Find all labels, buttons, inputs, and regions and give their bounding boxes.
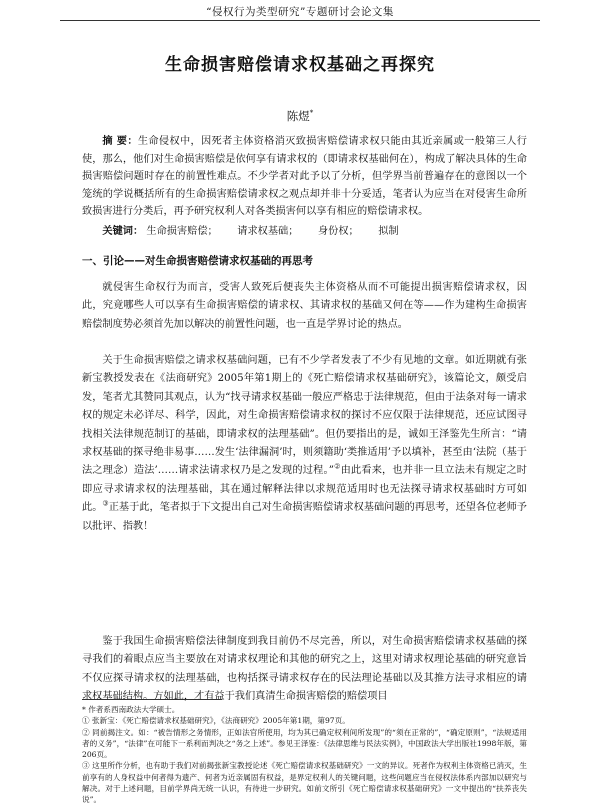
abstract-label: 摘 要： <box>102 136 138 147</box>
footnote-item: ② 同前揭注文。如：“被告情形之务情形，正如法官所使用，均为其已确定权利间所发现”的“须在正常的”，“确定原则”，“法规适用者的义务”，“法律”在可能下一系利而判决之“务之上述”。参见王泽鉴：《法律思维与民法实例》，中国政法大学出版社1998年版，第206页。 <box>82 727 527 760</box>
abstract <box>82 133 527 221</box>
paragraph-2-end: 正基于此，笔者拟于下文提出自己对生命损害赔偿请求权基础问题的再思考，还望各位老师予以批评、指教！ <box>82 502 527 532</box>
keyword-item: 生命损害赔偿； <box>146 226 218 237</box>
keywords <box>82 222 527 237</box>
keyword-item: 请求权基础； <box>237 226 299 237</box>
footnote-item: ③ 这里所作分析，也有助于我们对前揭张新宝教授论述《死亡赔偿请求权基础研究》一文的异议。死者作为权利主体资格已消灭，生前享有的人身权益中何者得为遗产、何者为近亲属固有权益，是界定权利人的关键问题，这些问题应当在侵权法体系内部加以研究与解决。对于上述问题，目前学界尚无统一认识，有待进一步研究。如前文所引《死亡赔偿请求权基础研究》一文中提出的“扶养丧失说”。 <box>82 761 527 805</box>
footnote-ref-3: ③ <box>102 499 109 508</box>
author-line <box>0 108 600 124</box>
paper-title: 生命损害赔偿请求权基础之再探究 <box>165 55 435 75</box>
keywords-label: 关键词： <box>102 226 144 237</box>
keyword-item: 身份权； <box>317 226 359 237</box>
section-heading: 一、引论——对生命损害赔偿请求权基础的再思考 <box>82 255 313 267</box>
author-footnote-mark: * <box>309 109 314 118</box>
body-paragraph-2 <box>82 352 527 536</box>
header-rule <box>60 20 540 21</box>
paragraph-2-extra: 由此看来，也并非一旦立法未有规定之时即应寻求请求权的法理基础，其在通过解释法律以求规范适用时也无法探寻请求权基础时方可如此。 <box>82 465 527 514</box>
body-paragraph-1: 就侵害生命权行为而言，受害人致死后便丧失主体资格从而不可能提出损害赔偿请求权，因此，究竟哪些人可以享有生命损害赔偿的请求权、其请求权的基础又何在等——作为建构生命损害赔偿制度势必须首先加以解决的前置性问题，也一直是学界讨论的热点。 <box>82 282 527 330</box>
footnote-item: * 作者系西南政法大学硕士。 <box>82 705 180 714</box>
body-paragraph-3: 鉴于我国生命损害赔偿法律制度到我目前仍不尽完善，所以，对生命损害赔偿请求权基础的探寻我们的着眼点应当主要放在对请求权理论和其他的研究之上，这里对请求权理论基础的研究意旨不仅应探寻请求权的法理基础，也构括探寻请求权存在的民法理论基础以及其推方法寻求相应的请求权基础结构。方如此，才有益于我们真清生命损害赔偿的赔偿项目 <box>82 636 527 703</box>
footnotes <box>82 704 527 806</box>
author-name: 陈煜 <box>286 109 310 123</box>
footnote-ref-2: ② <box>333 463 341 472</box>
running-header: “侵权行为类型研究”专题研讨会论文集 <box>206 6 394 18</box>
paragraph-2-text: 关于生命损害赔偿之请求权基础问题，已有不少学者发表了不少有见地的文章。如近期就有张新宝教授发表在《法商研究》2005年第1期上的《死亡赔偿请求权基础研究》，该篇论文，颇受启发，笔者尤其赞同其观点，认为“找寻请求权基础一般应严格忠于法律规范，但由于法条对每一请求权的规定未必详尽、科学，因此，对生命损害赔偿请求权的探讨不应仅限于法律规范，还应试图寻找相关法律规范制订的基础，即请求权的法理基础”。但仍要指出的是，诚如王泽鉴先生所言：“请求权基础的探寻绝非易事……发生‘法律漏洞’时，则须籍助‘类推适用’予以填补，甚至由‘法院（基于法之理念）造法’……请求法请求权乃是之发现的过程。” <box>82 355 527 477</box>
footnote-item: ① 张新宝：《死亡赔偿请求权基础研究》，《法商研究》2005年第1期，第97页。 <box>82 716 350 726</box>
abstract-text: 生命侵权中，因死者主体资格消灭致损害赔偿请求权只能由其近亲属或一般第三人行使，那么，他们对生命损害赔偿是依何享有请求权的（即请求权基础何在），构成了解决具体的生命损害赔偿问题时存在的前置性难点。不少学者对此予以了分析，但学界当前普遍存在的意图以一个笼统的学说概括所有的生命损害赔偿请求权之观点却并非十分妥适，笔者认为应当在对侵害生命所致损害进行分类后，再予研究权利人对各类损害何以享有相应的赔偿请求权。 <box>82 136 527 217</box>
footnote-rule <box>82 699 222 700</box>
keyword-item: 拟制 <box>378 226 399 237</box>
